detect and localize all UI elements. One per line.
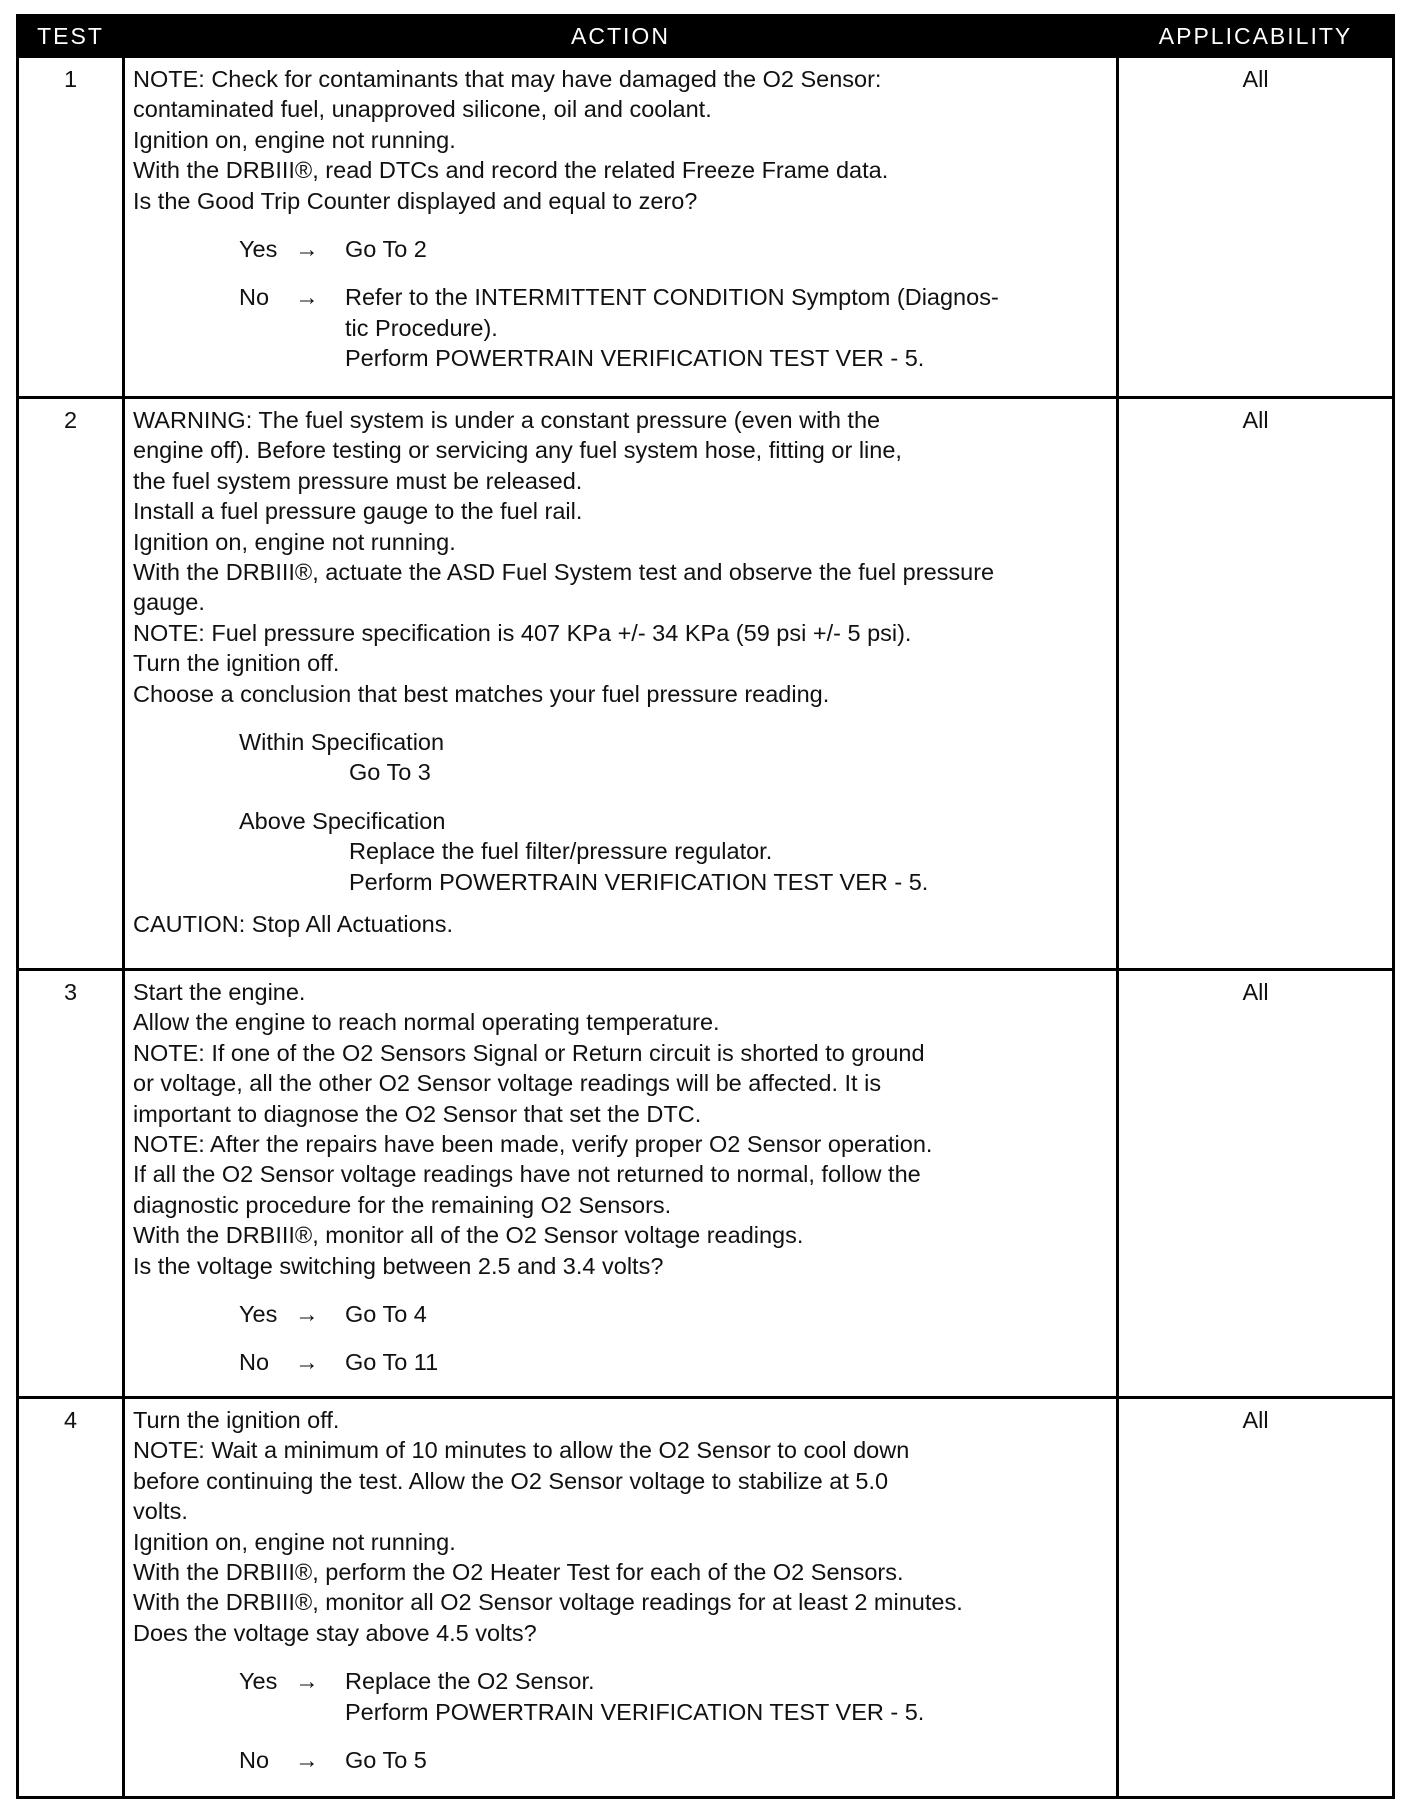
arrow-icon: → xyxy=(295,236,319,263)
test-row-2 xyxy=(18,398,1394,970)
action-line: NOTE: Wait a minimum of 10 minutes to allow the O2 Sensor to cool down xyxy=(133,1437,910,1464)
action-line: With the DRBIII®, actuate the ASD Fuel System test and observe the fuel pressure xyxy=(133,559,995,586)
no-result-line: Refer to the INTERMITTENT CONDITION Symptom (Diagnos- xyxy=(345,284,999,311)
above-spec-result: Perform POWERTRAIN VERIFICATION TEST VER - 5. xyxy=(349,868,929,895)
above-spec-result: Replace the fuel filter/pressure regulator. xyxy=(349,838,773,865)
action-cell xyxy=(124,970,1118,1398)
header-applicability: APPLICABILITY xyxy=(1118,16,1394,57)
header-row xyxy=(18,16,1394,57)
test-row-4 xyxy=(18,1398,1394,1798)
action-cell xyxy=(124,57,1118,398)
applicability-value: All xyxy=(1118,398,1394,970)
arrow-icon: → xyxy=(295,1747,319,1774)
no-result: Go To 5 xyxy=(345,1747,427,1774)
no-label: No xyxy=(239,1349,270,1376)
header-action: ACTION xyxy=(124,16,1118,57)
yes-result xyxy=(345,1666,1108,1727)
action-line: important to diagnose the O2 Sensor that set the DTC. xyxy=(133,1100,702,1127)
action-line: If all the O2 Sensor voltage readings have not returned to normal, follow the xyxy=(133,1161,921,1188)
caution-note: CAUTION: Stop All Actuations. xyxy=(133,911,453,938)
action-line: engine off). Before testing or servicing any fuel system hose, fitting or line, xyxy=(133,437,902,464)
test-number: 3 xyxy=(18,970,124,1398)
yes-result: Go To 2 xyxy=(345,236,427,263)
yes-result: Go To 4 xyxy=(345,1301,427,1328)
yes-result-line: Perform POWERTRAIN VERIFICATION TEST VER - 5. xyxy=(345,1698,925,1725)
no-result xyxy=(345,282,1108,373)
test-number: 1 xyxy=(18,57,124,398)
arrow-icon: → xyxy=(295,284,319,311)
yes-result-line: Replace the O2 Sensor. xyxy=(345,1668,595,1695)
no-label: No xyxy=(239,1747,270,1774)
action-line: Choose a conclusion that best matches your fuel pressure reading. xyxy=(133,680,830,707)
yes-label: Yes xyxy=(239,1301,278,1328)
action-line: Is the Good Trip Counter displayed and equal to zero? xyxy=(133,187,698,214)
diagnostic-table xyxy=(16,14,1395,1799)
action-line: NOTE: After the repairs have been made, verify proper O2 Sensor operation. xyxy=(133,1131,933,1158)
action-line: Install a fuel pressure gauge to the fuel rail. xyxy=(133,498,583,525)
arrow-icon: → xyxy=(295,1301,319,1328)
action-line: Start the engine. xyxy=(133,979,306,1005)
test-row-1 xyxy=(18,57,1394,398)
action-line: gauge. xyxy=(133,589,205,616)
no-branch xyxy=(239,1745,1108,1775)
action-line: Turn the ignition off. xyxy=(133,650,340,677)
yes-branch xyxy=(239,1666,1108,1727)
yes-label: Yes xyxy=(239,1668,278,1695)
action-line: Does the voltage stay above 4.5 volts? xyxy=(133,1619,537,1646)
action-line: Turn the ignition off. xyxy=(133,1407,340,1433)
action-line: Ignition on, engine not running. xyxy=(133,1528,456,1555)
action-line: NOTE: Fuel pressure specification is 407 KPa +/- 34 KPa (59 psi +/- 5 psi). xyxy=(133,619,912,646)
test-number: 2 xyxy=(18,398,124,970)
test-number: 4 xyxy=(18,1398,124,1798)
action-line: NOTE: If one of the O2 Sensors Signal or Return circuit is shorted to ground xyxy=(133,1039,925,1066)
action-line: diagnostic procedure for the remaining O2 Sensors. xyxy=(133,1191,672,1218)
header-test: TEST xyxy=(18,16,124,57)
action-line: or voltage, all the other O2 Sensor voltage readings will be affected. It is xyxy=(133,1070,882,1097)
action-line: NOTE: Check for contaminants that may have damaged the O2 Sensor: xyxy=(133,66,882,92)
action-line: With the DRBIII®, perform the O2 Heater Test for each of the O2 Sensors. xyxy=(133,1559,904,1586)
action-line: WARNING: The fuel system is under a constant pressure (even with the xyxy=(133,407,881,433)
action-cell xyxy=(124,398,1118,970)
action-line: the fuel system pressure must be released. xyxy=(133,467,583,494)
applicability-value: All xyxy=(1118,57,1394,398)
arrow-icon: → xyxy=(295,1349,319,1376)
no-branch xyxy=(239,282,1108,373)
no-result-line: Perform POWERTRAIN VERIFICATION TEST VER - 5. xyxy=(345,345,925,372)
applicability-value: All xyxy=(1118,1398,1394,1798)
action-cell xyxy=(124,1398,1118,1798)
no-result-line: tic Procedure). xyxy=(345,314,498,341)
no-branch xyxy=(239,1347,1108,1377)
applicability-value: All xyxy=(1118,970,1394,1398)
action-line: contaminated fuel, unapproved silicone, oil and coolant. xyxy=(133,96,712,123)
within-spec-label: Within Specification xyxy=(239,729,445,756)
action-line: Is the voltage switching between 2.5 and 3.4 volts? xyxy=(133,1252,664,1279)
yes-branch xyxy=(239,1299,1108,1329)
no-label: No xyxy=(239,284,270,311)
action-line: before continuing the test. Allow the O2 Sensor voltage to stabilize at 5.0 xyxy=(133,1467,889,1494)
yes-label: Yes xyxy=(239,236,278,263)
action-line: volts. xyxy=(133,1498,188,1525)
above-spec-label: Above Specification xyxy=(239,807,446,834)
action-line: Allow the engine to reach normal operating temperature. xyxy=(133,1009,720,1036)
test-row-3 xyxy=(18,970,1394,1398)
arrow-icon: → xyxy=(295,1668,319,1695)
action-line: With the DRBIII®, monitor all of the O2 Sensor voltage readings. xyxy=(133,1222,804,1249)
no-result: Go To 11 xyxy=(345,1349,439,1376)
action-line: Ignition on, engine not running. xyxy=(133,528,456,555)
action-line: Ignition on, engine not running. xyxy=(133,126,456,153)
action-line: With the DRBIII®, read DTCs and record the related Freeze Frame data. xyxy=(133,157,889,184)
action-line: With the DRBIII®, monitor all O2 Sensor voltage readings for at least 2 minutes. xyxy=(133,1589,963,1616)
within-spec-result: Go To 3 xyxy=(349,759,431,786)
yes-branch xyxy=(239,234,1108,264)
